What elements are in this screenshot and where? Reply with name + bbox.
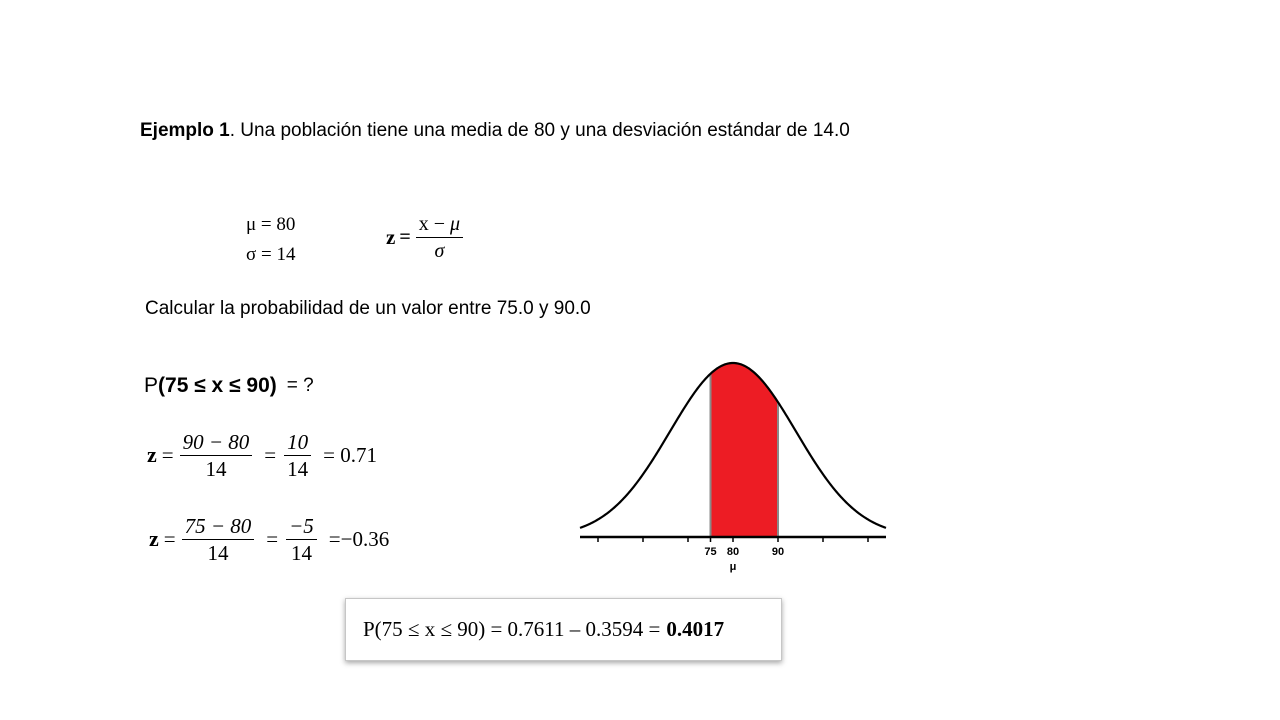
mean-label: μ bbox=[729, 561, 737, 573]
tick-label-75: 75 bbox=[704, 546, 717, 558]
example-label: Ejemplo 1 bbox=[140, 120, 230, 141]
z-calculation-upper bbox=[147, 428, 377, 482]
probability-query bbox=[144, 372, 314, 400]
z-denominator: 14 bbox=[207, 540, 229, 565]
given-sd: σ = 14 bbox=[246, 244, 296, 265]
example-statement: . Una población tiene una media de 80 y una desviación estándar de 14.0 bbox=[229, 120, 850, 141]
tick-label-80: 80 bbox=[726, 546, 740, 558]
z-score-formula bbox=[386, 211, 463, 263]
z-numerator-simplified: −5 bbox=[286, 514, 317, 540]
z-lhs: z bbox=[149, 526, 159, 551]
given-parameters bbox=[246, 210, 295, 270]
formula-fraction bbox=[416, 212, 463, 263]
z-numerator: 90 − 80 bbox=[180, 430, 253, 456]
z-numerator: 75 − 80 bbox=[182, 514, 255, 540]
question-text: Calcular la probabilidad de un valor entre 75.0 y 90.0 bbox=[145, 298, 591, 319]
z-equals: = bbox=[163, 526, 176, 551]
probability-p: P bbox=[144, 374, 159, 397]
z-denominator-simplified: 14 bbox=[290, 540, 312, 565]
z-equals: = bbox=[161, 442, 174, 467]
result-expression: P(75 ≤ x ≤ 90) = 0.7611 – 0.3594 = bbox=[363, 617, 661, 641]
z-denominator-simplified: 14 bbox=[287, 456, 309, 481]
z-lhs: z bbox=[147, 442, 157, 467]
result-box bbox=[345, 598, 782, 661]
z-fraction bbox=[182, 514, 255, 565]
formula-lhs: z bbox=[386, 224, 396, 249]
z-denominator: 14 bbox=[205, 456, 227, 481]
z-fraction-simplified bbox=[284, 430, 311, 481]
formula-equals: = bbox=[399, 225, 411, 248]
probability-interval: (75 ≤ x ≤ 90) bbox=[158, 374, 277, 397]
given-mean: μ = 80 bbox=[246, 214, 296, 235]
z-calculation-lower bbox=[149, 512, 389, 566]
tick-label-90: 90 bbox=[771, 546, 785, 558]
formula-numerator-mu: μ bbox=[450, 212, 461, 235]
z-fraction bbox=[180, 430, 253, 481]
z-numerator-simplified: 10 bbox=[284, 430, 311, 456]
formula-numerator bbox=[416, 212, 463, 238]
z-result: = 0.71 bbox=[323, 442, 377, 467]
probability-unknown: = ? bbox=[286, 375, 314, 396]
normal-distribution-chart bbox=[578, 355, 890, 577]
z-fraction-simplified bbox=[286, 514, 317, 565]
z-equals-2: = bbox=[266, 526, 279, 551]
formula-denominator: σ bbox=[434, 239, 445, 262]
result-answer: 0.4017 bbox=[666, 617, 725, 641]
slide-title bbox=[140, 119, 850, 143]
z-result: =−0.36 bbox=[328, 526, 390, 551]
z-equals-2: = bbox=[264, 442, 277, 467]
formula-numerator-prefix: x − bbox=[418, 212, 446, 235]
